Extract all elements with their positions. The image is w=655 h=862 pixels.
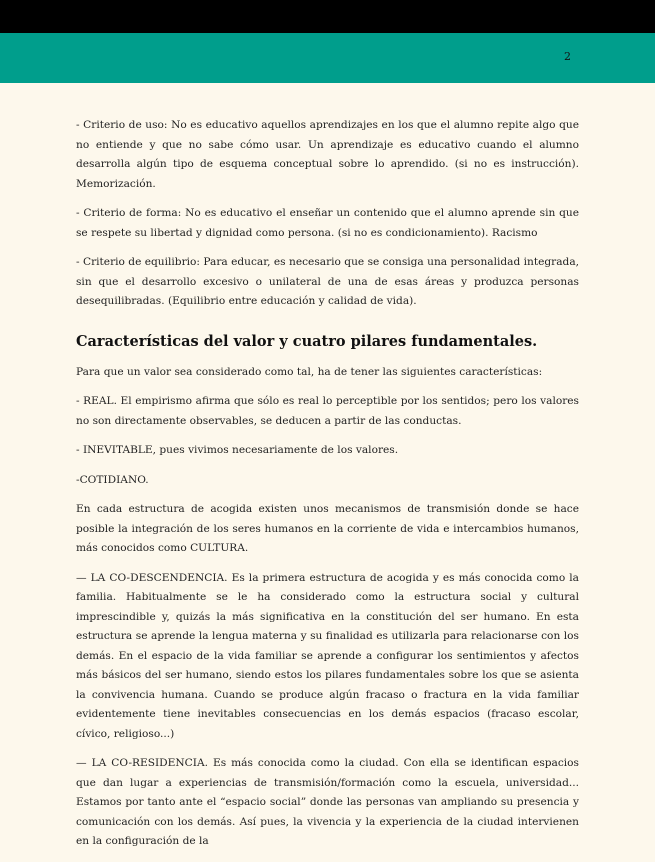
- paragraph-criterio-equilibrio: - Criterio de equilibrio: Para educar, es necesario que se consiga una personalidad integrada, sin que el desarrollo excesivo o unilateral de una de esas áreas y produzca personas desequilibradas. (Equilibrio entre educación y calidad de vida).: [76, 256, 579, 307]
- document-body: [76, 116, 579, 862]
- paragraph-real: - REAL. El empirismo afirma que sólo es real lo perceptible por los sentidos; pero los valores no son directamente observables, se deducen a partir de las conductas.: [76, 395, 579, 427]
- section-heading: Características del valor y cuatro pilares fundamentales.: [76, 332, 538, 350]
- paragraph-inevitable: - INEVITABLE, pues vivimos necesariamente de los valores.: [76, 444, 399, 456]
- page-number: 2: [564, 50, 571, 63]
- header-black-band: [0, 0, 655, 33]
- paragraph-criterio-forma: - Criterio de forma: No es educativo el enseñar un contenido que el alumno aprende sin que se respete su libertad y dignidad como persona. (si no es condicionamiento). Racismo: [76, 207, 579, 239]
- paragraph-co-descendencia: — LA CO-DESCENDENCIA. Es la primera estructura de acogida y es más conocida como la familia. Habitualmente se le ha considerado como la estructura social y cultural imprescindible y, quizás la más significativa en la constitución del ser humano. En esta estructura se aprende la lengua materna y su finalidad es utilizarla para relacionarse con los demás. En el espacio de la vida familiar se aprende a configurar los sentimientos y afectos más básicos del ser humano, siendo estos los pilares fundamentales sobre los que se asienta la convivencia humana. Cuando se produce algún fracaso o fractura en la vida familiar evidentemente tiene inevitables consecuencias en los demás espacios (fracaso escolar, cívico, religioso...): [76, 571, 579, 740]
- paragraph-co-residencia: — LA CO-RESIDENCIA. Es más conocida como la ciudad. Con ella se identifican espacios que dan lugar a experiencias de transmisión/formación como la escuela, universidad... Estamos por tanto ante el “espacio social” donde las personas van ampliando su presencia y comunicación con los demás. Así pues, la vivencia y la experiencia de la ciudad intervienen en la configuración de la: [76, 757, 579, 847]
- paragraph-cotidiano: -COTIDIANO.: [76, 473, 149, 486]
- paragraph-caracteristicas-intro: Para que un valor sea considerado como tal, ha de tener las siguientes características:: [76, 365, 543, 378]
- header-teal-band: [0, 33, 655, 83]
- paragraph-estructura-acogida: En cada estructura de acogida existen unos mecanismos de transmisión donde se hace posible la integración de los seres humanos en la corriente de vida e intercambios humanos, más conocidos como CULTURA.: [76, 503, 579, 554]
- paragraph-criterio-uso: - Criterio de uso: No es educativo aquellos aprendizajes en los que el alumno repite algo que no entiende y que no sabe cómo usar. Un aprendizaje es educativo cuando el alumno desarrolla algún tipo de esquema conceptual sobre lo aprendido. (si no es instrucción). Memorización.: [76, 119, 579, 190]
